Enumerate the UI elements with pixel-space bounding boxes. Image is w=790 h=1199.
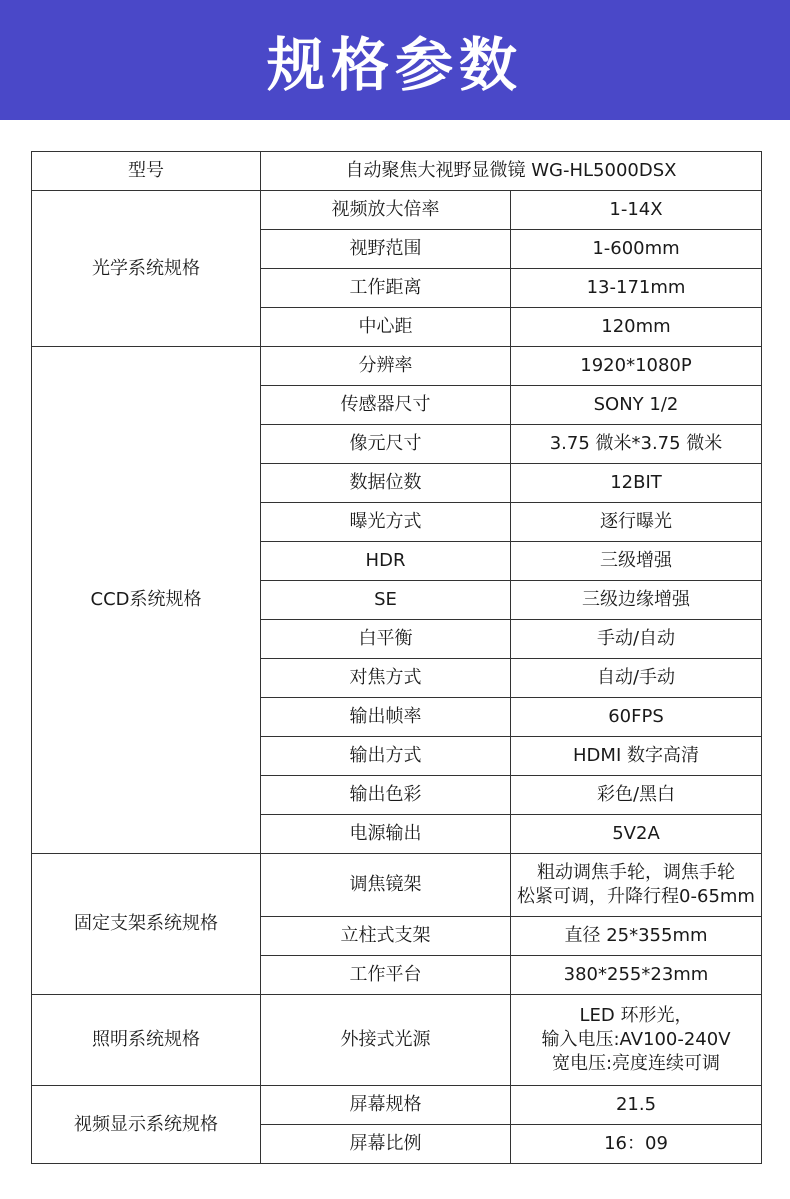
param-value-line: 手动/自动 [596,628,676,649]
table-row [32,995,762,1086]
group-name: 视频显示系统规格 [32,1086,261,1164]
param-name: SE [261,581,511,620]
param-name: 视野范围 [261,230,511,269]
param-name: 立柱式支架 [261,917,511,956]
param-value [511,995,762,1086]
param-value-line: 松紧可调，升降行程0-65mm [517,886,755,907]
param-value [511,1086,762,1125]
param-value-line: 三级边缘增强 [582,589,690,610]
param-name: 对焦方式 [261,659,511,698]
param-value-line: 自动/手动 [596,667,676,688]
param-value [511,659,762,698]
table-row [32,347,762,386]
group-name: 光学系统规格 [32,191,261,347]
param-name: 曝光方式 [261,503,511,542]
param-value-line: 13-171mm [586,277,686,298]
param-value [511,620,762,659]
param-value-line: 380*255*23mm [563,964,709,985]
model-row [32,152,762,191]
param-value [511,464,762,503]
param-value-line: 直径 25*355mm [564,925,708,946]
param-value-line: 1920*1080P [580,355,692,376]
param-value [511,542,762,581]
param-value-line: 21.5 [615,1094,657,1115]
param-name: 中心距 [261,308,511,347]
param-name: 调焦镜架 [261,854,511,917]
param-value-line: 5V2A [612,823,660,844]
param-name: 数据位数 [261,464,511,503]
param-name: HDR [261,542,511,581]
param-name: 工作平台 [261,956,511,995]
param-value-line: 粗动调焦手轮，调焦手轮 [537,862,735,883]
param-value-line: 彩色/黑白 [596,784,676,805]
param-value [511,347,762,386]
page-title: 规格参数 [266,31,523,99]
group-name: 固定支架系统规格 [32,854,261,995]
param-value-line: HDMI 数字高清 [573,745,699,766]
table-row [32,854,762,917]
param-value [511,737,762,776]
param-value-line: 120mm [601,316,671,337]
param-name: 像元尺寸 [261,425,511,464]
spec-table [31,151,762,1164]
param-value [511,581,762,620]
param-value [511,815,762,854]
param-name: 外接式光源 [261,995,511,1086]
model-value: 自动聚焦大视野显微镜 WG-HL5000DSX [261,152,762,191]
param-value [511,503,762,542]
param-value-line: 1-600mm [592,238,680,259]
group-name: 照明系统规格 [32,995,261,1086]
param-value [511,191,762,230]
param-value-line: 16：09 [604,1133,668,1154]
param-name: 输出色彩 [261,776,511,815]
param-value-line: LED 环形光， [579,1005,693,1026]
param-name: 白平衡 [261,620,511,659]
param-value [511,386,762,425]
param-value [511,1125,762,1164]
param-name: 输出帧率 [261,698,511,737]
param-value-line: 逐行曝光 [600,511,672,532]
param-value [511,854,762,917]
param-value [511,230,762,269]
param-value-line: 3.75 微米*3.75 微米 [549,433,723,454]
param-value-line: 输入电压:AV100-240V [541,1029,731,1050]
param-value-line: 三级增强 [600,550,672,571]
param-name: 视频放大倍率 [261,191,511,230]
param-value-line: 宽电压:亮度连续可调 [551,1053,721,1074]
param-name: 传感器尺寸 [261,386,511,425]
param-name: 屏幕规格 [261,1086,511,1125]
param-value [511,269,762,308]
param-value [511,917,762,956]
header-banner [0,0,790,120]
param-name: 工作距离 [261,269,511,308]
param-value [511,308,762,347]
param-value [511,698,762,737]
param-value-line: 12BIT [610,472,662,493]
param-name: 输出方式 [261,737,511,776]
param-value-line: 60FPS [608,706,664,727]
param-name: 分辨率 [261,347,511,386]
table-row [32,1086,762,1125]
param-name: 电源输出 [261,815,511,854]
table-row [32,191,762,230]
param-value-line: SONY 1/2 [593,394,679,415]
param-value-line: 1-14X [609,199,663,220]
spec-table-body [32,152,762,1164]
param-value [511,956,762,995]
model-label: 型号 [32,152,261,191]
param-name: 屏幕比例 [261,1125,511,1164]
param-value [511,425,762,464]
group-name: CCD系统规格 [32,347,261,854]
param-value [511,776,762,815]
